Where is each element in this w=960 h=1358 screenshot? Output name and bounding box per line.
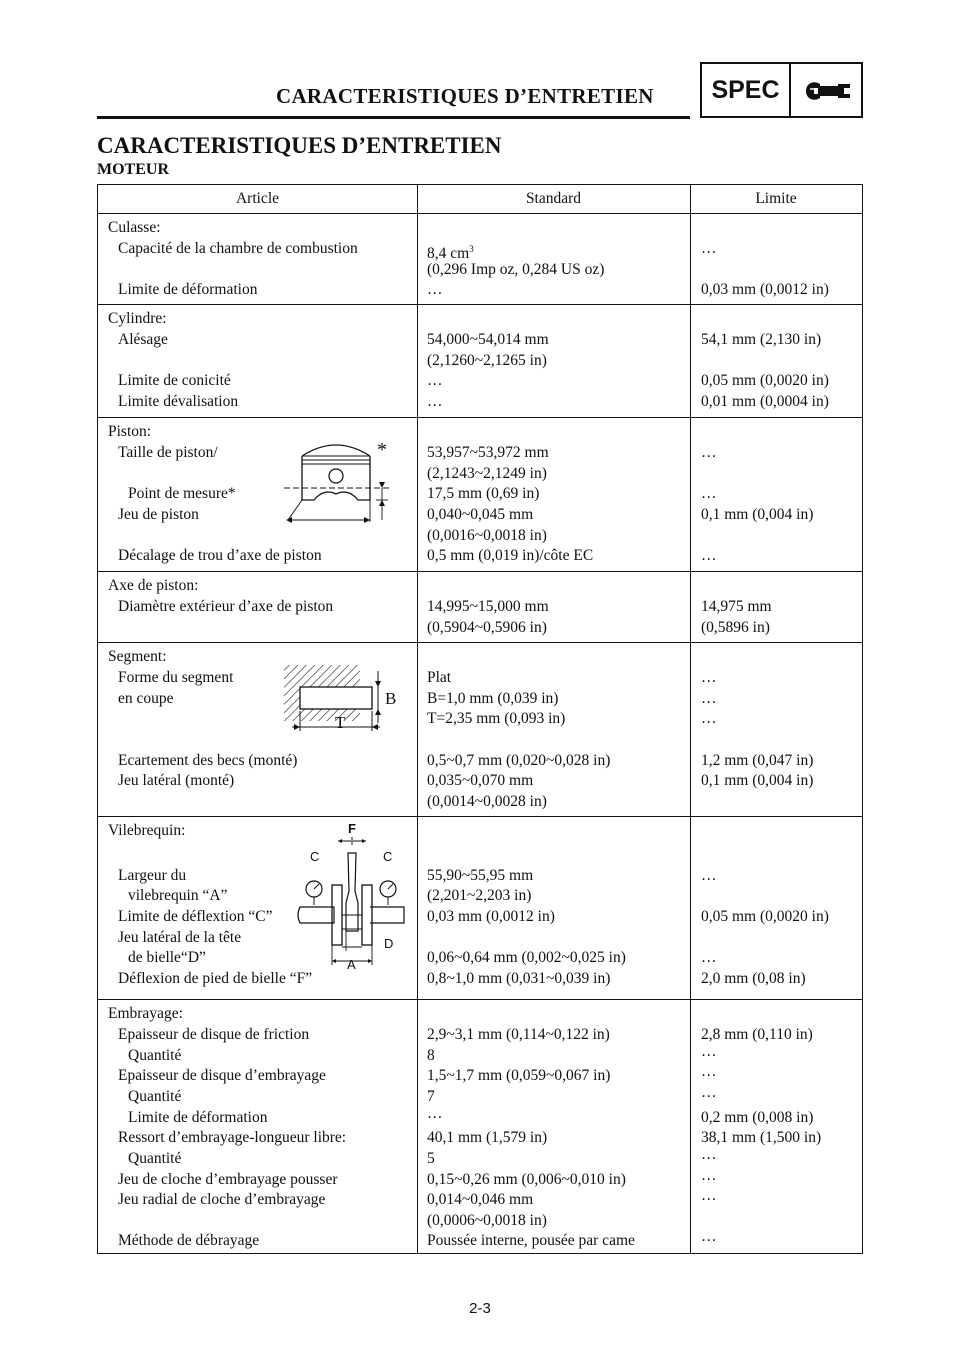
column-header-limite: Limite: [755, 190, 797, 207]
row-standard: (2,1260~2,1265 in): [427, 352, 547, 369]
row-label: Limite de conicité: [118, 372, 231, 389]
row-limit: 2,0 mm (0,08 in): [701, 970, 806, 987]
row-label: Limite de déformation: [118, 281, 258, 298]
spec-badge: [700, 62, 863, 118]
section-segment: [98, 643, 862, 817]
row-limit: 38,1 mm (1,500 in): [701, 1129, 822, 1146]
row-label: Jeu de piston: [118, 506, 199, 523]
row-label: Limite dévalisation: [118, 393, 239, 410]
row-label: Taille de piston/: [118, 444, 218, 461]
row-standard: 0,040~0,045 mm: [427, 506, 534, 523]
row-standard: 14,995~15,000 mm: [427, 598, 549, 615]
section-label: Axe de piston:: [108, 577, 199, 594]
ring-section-diagram: [278, 659, 388, 741]
row-standard: …: [427, 1105, 443, 1122]
row-limit: 0,01 mm (0,0004 in): [701, 393, 829, 410]
row-label: Limite de déformation: [128, 1109, 268, 1126]
row-standard: 8: [427, 1047, 435, 1064]
row-standard: (0,0014~0,0028 in): [427, 793, 547, 810]
row-standard: Poussée interne, pousée par came: [427, 1232, 635, 1249]
section-title: CARACTERISTIQUES D’ENTRETIEN: [97, 133, 502, 158]
row-standard: …: [427, 281, 443, 298]
row-standard: 40,1 mm (1,579 in): [427, 1129, 548, 1146]
row-label: Déflexion de pied de bielle “F”: [118, 970, 313, 987]
row-limit: …: [701, 1187, 717, 1204]
row-label: Diamètre extérieur d’axe de piston: [118, 598, 334, 615]
row-label: Forme du segment: [118, 669, 234, 686]
page-number: 2-3: [469, 1300, 491, 1317]
row-label: Jeu latéral (monté): [118, 772, 235, 789]
header-rule: [97, 116, 690, 119]
row-label: vilebrequin “A”: [128, 887, 228, 904]
row-standard: 0,03 mm (0,0012 in): [427, 908, 555, 925]
row-limit: …: [701, 1043, 717, 1060]
table-header-row: [98, 185, 862, 214]
row-limit: …: [701, 240, 717, 257]
crank-label-c-right: C: [383, 849, 393, 864]
spec-table: [97, 184, 863, 1254]
row-limit: …: [701, 1167, 717, 1184]
section-label: Cylindre:: [108, 310, 167, 327]
section-label: Vilebrequin:: [108, 822, 186, 839]
row-limit: 0,1 mm (0,004 in): [701, 772, 814, 789]
crank-label-d: D: [384, 936, 394, 951]
crank-label-f: F: [348, 821, 356, 836]
row-standard: 1,5~1,7 mm (0,059~0,067 in): [427, 1067, 611, 1084]
row-limit: …: [701, 485, 717, 502]
ring-label-b: B: [385, 689, 397, 708]
row-limit: (0,5896 in): [701, 619, 770, 636]
row-limit: …: [701, 669, 717, 686]
row-standard: 0,035~0,070 mm: [427, 772, 534, 789]
row-standard: 2,9~3,1 mm (0,114~0,122 in): [427, 1026, 610, 1043]
row-standard: 55,90~55,95 mm: [427, 867, 534, 884]
row-label: Quantité: [128, 1088, 182, 1105]
row-label: Limite de déflextion “C”: [118, 908, 273, 925]
crank-label-a: A: [347, 957, 356, 972]
row-standard: (0,5904~0,5906 in): [427, 619, 547, 636]
row-standard: 8,4 $cm^3$: [427, 244, 474, 262]
row-standard: (2,201~2,203 in): [427, 887, 532, 904]
row-standard: …: [427, 372, 443, 389]
row-standard: 0,06~0,64 mm (0,002~0,025 in): [427, 949, 626, 966]
row-standard: (2,1243~2,1249 in): [427, 465, 547, 482]
row-limit: 0,03 mm (0,0012 in): [701, 281, 829, 298]
section-label: Piston:: [108, 423, 152, 440]
row-limit: 0,1 mm (0,004 in): [701, 506, 814, 523]
section-label: Culasse:: [108, 219, 161, 236]
page-header-title: CARACTERISTIQUES D’ENTRETIEN: [276, 84, 654, 108]
row-standard: 0,8~1,0 mm (0,031~0,039 in): [427, 970, 611, 987]
row-label: Ressort d’embrayage-longueur libre:: [118, 1129, 347, 1146]
row-standard: 0,5~0,7 mm (0,020~0,028 in): [427, 752, 611, 769]
row-label: Largeur du: [118, 867, 187, 884]
row-standard: B=1,0 mm (0,039 in): [427, 690, 559, 707]
row-label: en coupe: [118, 690, 174, 707]
row-standard: 5: [427, 1150, 435, 1167]
ring-label-t: T: [335, 713, 346, 732]
section-culasse: [98, 214, 862, 305]
row-standard: T=2,35 mm (0,093 in): [427, 710, 566, 727]
row-label: Jeu radial de cloche d’embrayage: [118, 1191, 326, 1208]
section-embrayage: [98, 1000, 862, 1255]
row-limit: 0,05 mm (0,0020 in): [701, 372, 829, 389]
row-limit: …: [701, 1146, 717, 1163]
row-label: Epaisseur de disque de friction: [118, 1026, 310, 1043]
column-header-article: Article: [235, 190, 280, 207]
row-limit: …: [701, 949, 717, 966]
row-limit: …: [701, 547, 717, 564]
row-label: de bielle“D”: [128, 949, 206, 966]
crank-label-c-left: C: [310, 849, 320, 864]
row-limit: …: [701, 690, 717, 707]
measure-point-mark: *: [377, 439, 387, 461]
row-limit: …: [701, 1063, 717, 1080]
row-standard: 0,014~0,046 mm: [427, 1191, 534, 1208]
row-label: Jeu latéral de la tête: [118, 929, 242, 946]
row-standard: …: [427, 393, 443, 410]
row-limit: 1,2 mm (0,047 in): [701, 752, 814, 769]
spec-badge-label: SPEC: [702, 64, 791, 116]
row-standard: 53,957~53,972 mm: [427, 444, 549, 461]
row-label: Point de mesure*: [128, 485, 236, 502]
row-label: Méthode de débrayage: [118, 1232, 260, 1249]
row-label: Alésage: [118, 331, 168, 348]
row-limit: …: [701, 867, 717, 884]
section-label: Segment:: [108, 648, 167, 665]
row-standard: Plat: [427, 669, 452, 686]
row-label: Capacité de la chambre de combustion: [118, 240, 358, 257]
row-standard: 0,15~0,26 mm (0,006~0,010 in): [427, 1171, 626, 1188]
row-standard: (0,0006~0,0018 in): [427, 1212, 547, 1229]
row-label: Jeu de cloche d’embrayage pousser: [118, 1171, 338, 1188]
row-standard: (0,0016~0,0018 in): [427, 527, 547, 544]
row-limit: …: [701, 444, 717, 461]
row-limit: 14,975 mm: [701, 598, 772, 615]
row-limit: …: [701, 1228, 717, 1245]
section-axe-de-piston: [98, 572, 862, 643]
row-standard: 54,000~54,014 mm: [427, 331, 549, 348]
section-label: Embrayage:: [108, 1005, 183, 1022]
row-label: Décalage de trou d’axe de piston: [118, 547, 322, 564]
row-label: Quantité: [128, 1047, 182, 1064]
subsection-title: MOTEUR: [97, 161, 169, 178]
row-limit: …: [701, 1084, 717, 1101]
row-label: Quantité: [128, 1150, 182, 1167]
row-limit: 0,2 mm (0,008 in): [701, 1109, 814, 1126]
column-header-standard: Standard: [525, 190, 582, 207]
row-standard: 0,5 mm (0,019 in)/côte EC: [427, 547, 594, 564]
row-label: Ecartement des becs (monté): [118, 752, 298, 769]
row-limit: 0,05 mm (0,0020 in): [701, 908, 829, 925]
section-piston: [98, 418, 862, 572]
row-limit: …: [701, 710, 717, 727]
wrench-icon: [791, 64, 861, 116]
row-limit: 2,8 mm (0,110 in): [701, 1026, 813, 1043]
row-standard: 17,5 mm (0,69 in): [427, 485, 540, 502]
section-cylindre: [98, 305, 862, 418]
row-label: Epaisseur de disque d’embrayage: [118, 1067, 326, 1084]
row-standard: (0,296 Imp oz, 0,284 US oz): [427, 261, 605, 278]
row-standard: 7: [427, 1088, 435, 1105]
row-limit: 54,1 mm (2,130 in): [701, 331, 822, 348]
section-vilebrequin: [98, 817, 862, 1000]
